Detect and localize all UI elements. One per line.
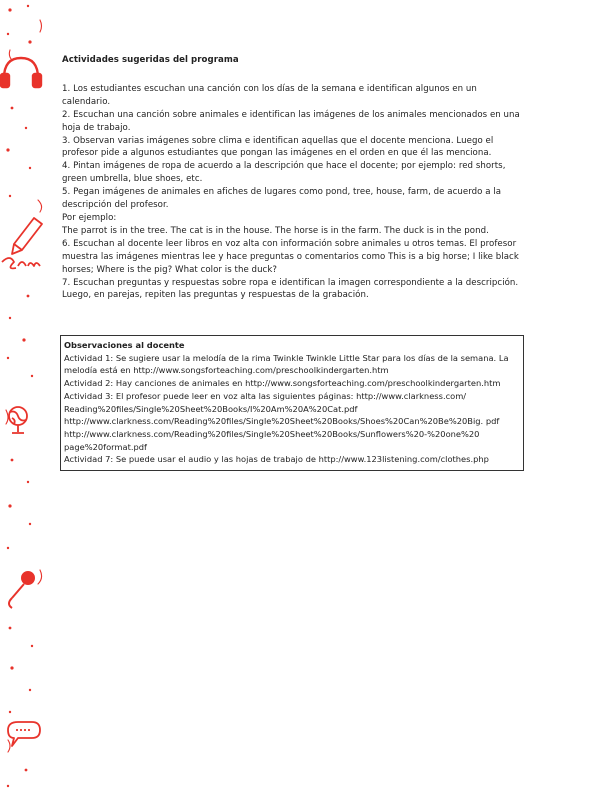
headphones-icon <box>1 58 41 87</box>
example-sentences: The parrot is in the tree. The cat is in the house. The horse is in the farm. The duck is in the pond. <box>62 225 489 236</box>
activity-item: 6. Escuchan al docente leer libros en voz alta con información sobre animales u otros temas. El profesor muestra las imágenes mientras lee y hace preguntas o comentarios como This is a big horse; I like black horses; Where is the pig? What color is the duck? <box>62 238 519 275</box>
activities-section <box>62 54 520 302</box>
example-label: Por ejemplo: <box>62 212 117 223</box>
activity-item: 2. Escuchan una canción sobre animales e identifican las imágenes de los animales mencionados en una hoja de trabajo. <box>62 109 520 133</box>
speech-bubble-icon <box>8 722 40 746</box>
teacher-note: Actividad 7: Se puede usar el audio y las hojas de trabajo de http://www.123listening.com/clothes.php <box>64 454 489 465</box>
activities-title: Actividades sugeridas del programa <box>62 55 239 65</box>
globe-icon <box>9 407 27 433</box>
pencil-icon <box>2 218 42 268</box>
decorative-left-border <box>0 0 60 800</box>
activity-item: 3. Observan varias imágenes sobre clima e identifican aquellas que el docente menciona. Luego el profesor pide a algunos estudiantes que pongan las imágenes en el orden en que él las menciona. <box>62 135 494 159</box>
teacher-notes-title: Observaciones al docente <box>64 340 185 350</box>
microphone-icon <box>9 572 34 608</box>
teacher-note: Actividad 1: Se sugiere usar la melodía de la rima Twinkle Twinkle Little Star para los días de la semana. La melodía está en http://www.songsforteaching.com/preschoolkindergarten.htm <box>64 352 509 376</box>
activity-item: 5. Pegan imágenes de animales en afiches de lugares como pond, tree, house, farm, de acuerdo a la descripción del profesor. <box>62 187 502 211</box>
activity-item: 1. Los estudiantes escuchan una canción con los días de la semana e identifican algunos en un calendario. <box>62 83 477 107</box>
teacher-notes-box <box>60 335 524 471</box>
teacher-note: Actividad 2: Hay canciones de animales en http://www.songsforteaching.com/preschoolkindergarten.htm Actividad 3: El profesor puede leer en voz alta las siguientes páginas: http://www.clarkness.com/ Reading%20files/Single%20Sheet%20Books/I%20Am%20A%20Cat.pdf http://www.clarkness.com/Reading%20files/Single%20Sheet%20Books/Shoes%20Can%20Be%20Big. pdf http://www.clarkness.com/Reading%20files/Single%20Sheet%20Books/Sunflowers%20-%20one%20 page%20format.pdf <box>64 378 501 452</box>
activity-item: 4. Pintan imágenes de ropa de acuerdo a la descripción que hace el docente; por ejemplo: red shorts, green umbrella, blue shoes, etc. <box>62 161 506 185</box>
activity-item: 7. Escuchan preguntas y respuestas sobre ropa e identifican la imagen correspondiente a la descripción. <box>62 277 519 288</box>
activity-followup: Luego, en parejas, repiten las preguntas y respuestas de la grabación. <box>62 290 369 301</box>
